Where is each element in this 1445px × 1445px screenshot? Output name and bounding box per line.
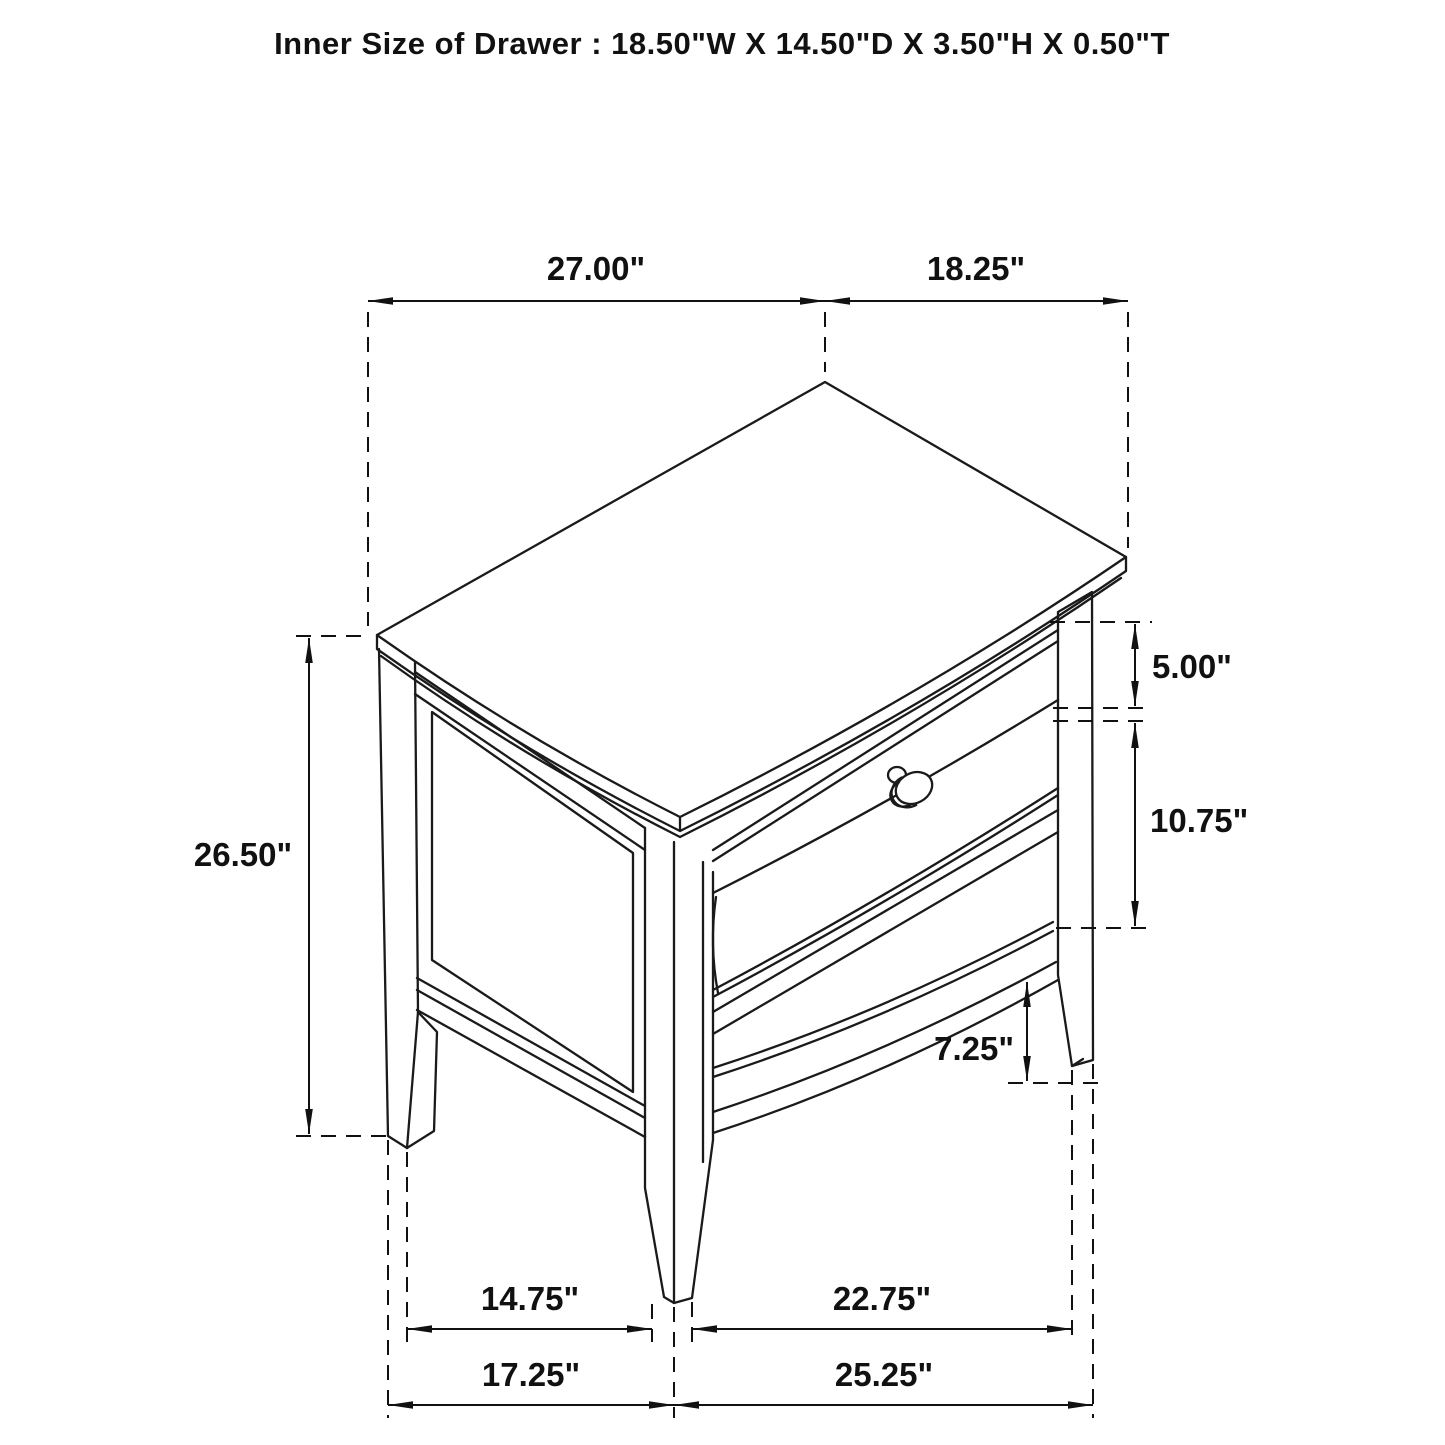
dimension-shelf-clearance <box>934 982 1108 1083</box>
dimension-annotations <box>194 250 1248 1418</box>
dim-label-2275: 22.75" <box>832 1280 932 1317</box>
dim-label-725: 7.25" <box>934 1030 1014 1067</box>
dim-label-1725: 17.25" <box>481 1356 581 1393</box>
drawer-knob <box>884 766 938 814</box>
dim-label-1075: 10.75" <box>1150 802 1249 839</box>
dimension-opening-height <box>1053 721 1248 928</box>
rear-left-leg <box>379 649 437 1148</box>
nightstand-drawing <box>377 382 1126 1303</box>
dimension-bottom-inner-right <box>692 1280 1072 1329</box>
dimension-apron-height <box>1050 622 1232 708</box>
lower-shelf <box>713 922 1058 1133</box>
dim-label-27: 27.00" <box>546 250 646 287</box>
diagram-title: Inner Size of Drawer : 18.50"W X 14.50"D X 3.50"H X 0.50"T <box>274 26 1170 61</box>
front-leg <box>645 828 713 1303</box>
right-leg <box>1058 592 1093 1066</box>
dim-label-1825: 18.25" <box>926 250 1026 287</box>
dim-label-1475: 14.75" <box>480 1280 580 1317</box>
tabletop <box>377 382 1126 837</box>
dimension-bottom-inner-left <box>407 1280 652 1329</box>
dimension-bottom-outer-left <box>388 1356 674 1405</box>
dim-label-2650: 26.50" <box>193 836 293 873</box>
dimension-bottom-outer-right <box>674 1356 1093 1405</box>
dim-label-500: 5.00" <box>1152 648 1232 685</box>
dimension-overall-height <box>194 636 386 1136</box>
dim-label-2525: 25.25" <box>834 1356 934 1393</box>
